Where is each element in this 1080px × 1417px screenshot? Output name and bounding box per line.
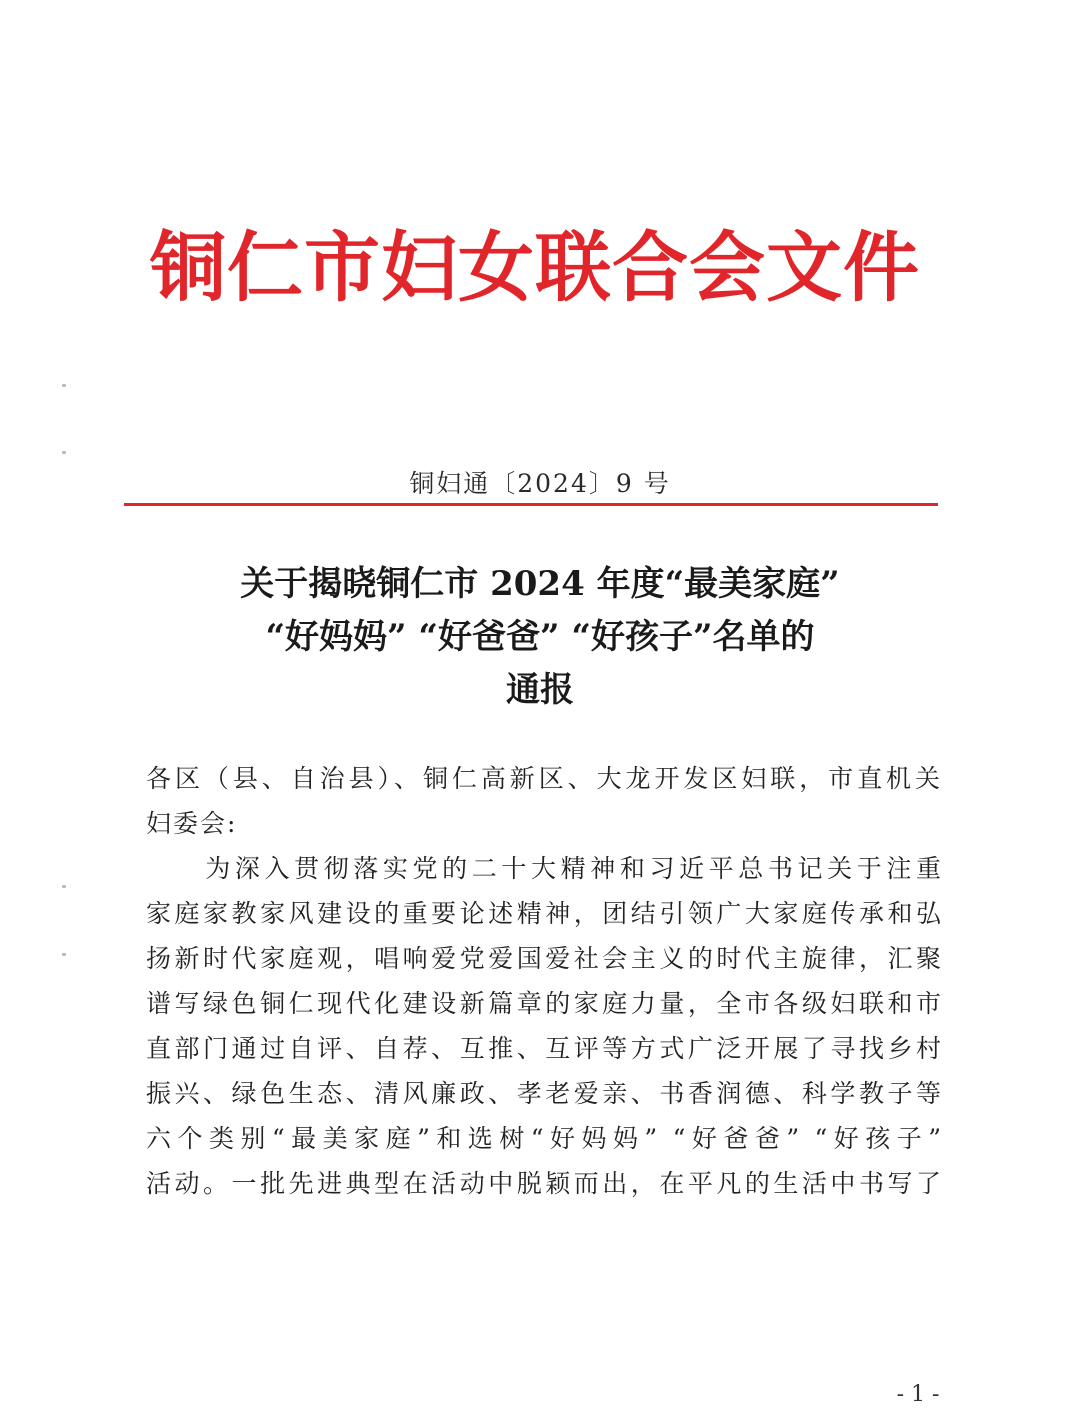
body-line: 振兴、绿色生态、清风廉政、孝老爱亲、书香润德、科学教子等 — [146, 1079, 942, 1108]
scan-speck — [62, 953, 66, 956]
masthead-title: 铜仁市妇女联合会文件 — [150, 223, 920, 312]
scan-speck — [62, 885, 66, 888]
body-line: 扬新时代家庭观，唱响爱党爱国爱社会主义的时代主旋律，汇聚 — [146, 944, 942, 973]
salutation — [146, 756, 942, 846]
body-line: 六个类别“最美家庭”和选树“好妈妈” “好爸爸” “好孩子” — [146, 1124, 942, 1153]
body-line: 活动。一批先进典型在活动中脱颖而出，在平凡的生活中书写了 — [146, 1169, 942, 1198]
scan-speck — [62, 451, 66, 454]
body-line: 各区（县、自治县）、铜仁高新区、大龙开发区妇联，市直机关 — [146, 764, 942, 793]
body-line: 直部门通过自评、自荐、互推、互评等方式广泛开展了寻找乡村 — [146, 1034, 942, 1063]
red-divider-rule — [124, 503, 938, 506]
body-line: 家庭家教家风建设的重要论述精神，团结引领广大家庭传承和弘 — [146, 899, 942, 928]
document-number: 铜妇通〔2024〕9 号 — [409, 469, 671, 498]
body-paragraph — [146, 846, 942, 1206]
title-line: 关于揭晓铜仁市 2024 年度“最美家庭” — [240, 564, 840, 604]
body-line: 谱写绿色铜仁现代化建设新篇章的家庭力量，全市各级妇联和市 — [146, 989, 942, 1018]
page-number: - 1 - — [896, 1382, 940, 1407]
title-line: 通报 — [506, 670, 574, 710]
scan-speck — [62, 384, 66, 387]
body-line: 为深入贯彻落实党的二十大精神和习近平总书记关于注重 — [146, 854, 942, 883]
title-line: “好妈妈” “好爸爸” “好孩子”名单的 — [265, 617, 815, 657]
document-body — [146, 756, 942, 1206]
document-title — [120, 558, 960, 717]
body-line: 妇委会: — [146, 809, 238, 838]
